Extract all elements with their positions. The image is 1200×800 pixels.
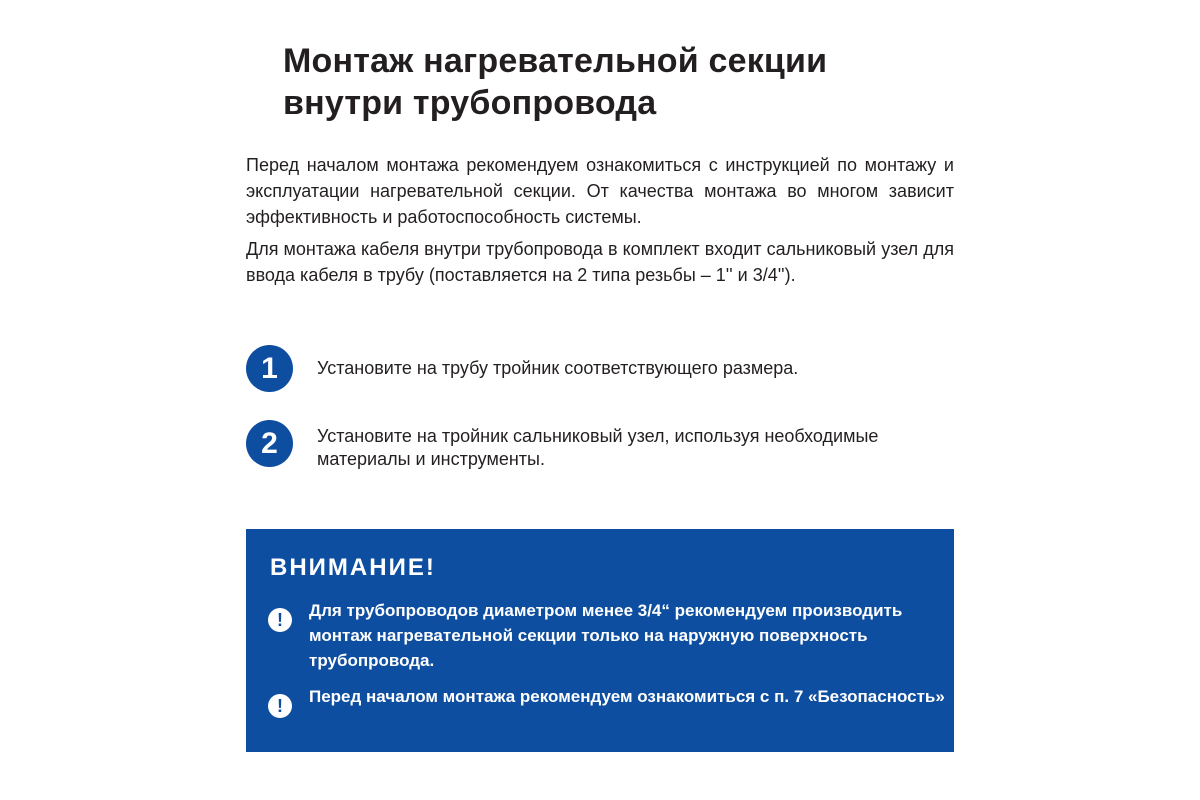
warning-item-text: Для трубопроводов диаметром менее 3/4“ рекомендуем производить монтаж нагревательной секции только на наружную поверхность трубопровода.	[309, 601, 903, 670]
step-text: Установите на тройник сальниковый узел, используя необходимые материалы и инструменты.	[317, 426, 879, 469]
step-text: Установите на трубу тройник соответствующего размера.	[317, 358, 799, 378]
exclamation-icon: !	[268, 608, 292, 632]
page-title	[283, 40, 963, 124]
intro-section	[246, 152, 954, 294]
page-title-line-1: Монтаж нагревательной секции	[283, 42, 828, 80]
intro-paragraph-1: Перед началом монтажа рекомендуем ознакомиться с инструкцией по монтажу и эксплуатации нагревательной секции. От качества монтажа во многом зависит эффективность и работоспособность системы.	[246, 155, 954, 227]
step-number-badge: 2	[246, 420, 293, 467]
exclamation-icon: !	[268, 694, 292, 718]
warning-box	[246, 529, 954, 752]
warning-item-text: Перед началом монтажа рекомендуем ознакомиться с п. 7 «Безопасность»	[309, 687, 945, 706]
intro-paragraph-2: Для монтажа кабеля внутри трубопровода в комплект входит сальниковый узел для ввода кабеля в трубу (поставляется на 2 типа резьбы – 1'' и 3/4'').	[246, 239, 954, 285]
step-number-badge: 1	[246, 345, 293, 392]
page-title-line-2: внутри трубопровода	[283, 84, 657, 122]
warning-title: ВНИМАНИЕ!	[270, 554, 436, 581]
